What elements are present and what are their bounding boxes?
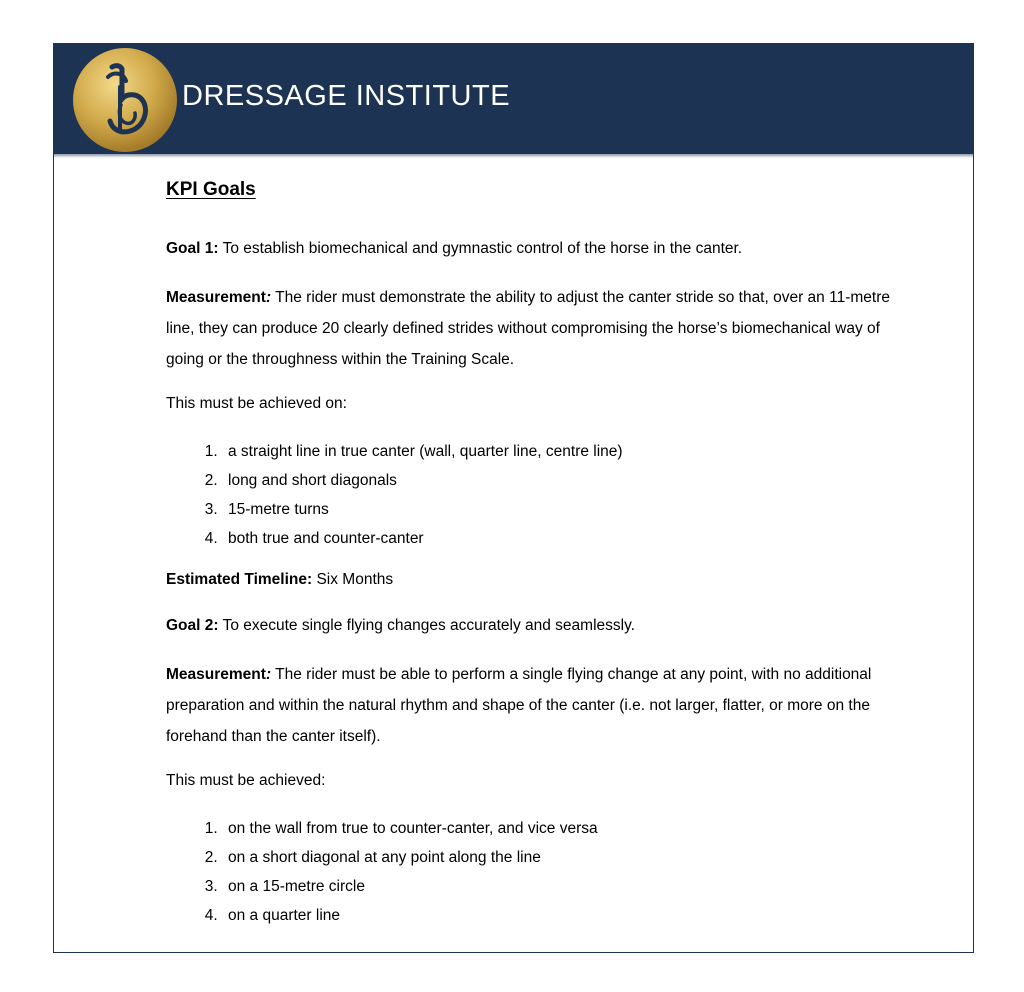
brand-name: DRESSAGE INSTITUTE [182, 80, 511, 112]
document-body [166, 178, 906, 944]
gold-circle-db-monogram-icon [72, 47, 178, 153]
timeline-value: Six Months [312, 571, 394, 588]
goal-2-measurement-text: The rider must be able to perform a single flying change at any point, with no additional preparation and within the natural rhythm and shape of the canter (i.e. not larger, flatter, or more on the forehand than the canter itself). [166, 666, 872, 745]
goal-2-measurement [166, 659, 906, 752]
page-title: KPI Goals [166, 179, 256, 200]
goal-2-text: To execute single flying changes accurately and seamlessly. [218, 617, 635, 634]
list-item: 4. both true and counter-canter [222, 524, 906, 553]
header-banner [54, 44, 973, 154]
goal-1-requirements-list [166, 437, 906, 553]
list-item: 4. on a quarter line [222, 901, 906, 930]
goal-1-measurement-text: The rider must demonstrate the ability to adjust the canter stride so that, over an 11-metre line, they can produce 20 clearly defined strides without compromising the horse’s biomechanical way of going or the throughness within the Training Scale. [166, 289, 890, 368]
goal-2-achieved-intro: This must be achieved: [166, 772, 326, 789]
goal-1-timeline [166, 567, 906, 593]
list-item: 3. on a 15-metre circle [222, 872, 906, 901]
document-page [53, 43, 974, 953]
goal-2-measurement-colon: : [265, 666, 272, 683]
goal-2-requirements-list [166, 814, 906, 930]
goal-1-measurement [166, 282, 906, 375]
list-item: 2. on a short diagonal at any point along the line [222, 843, 906, 872]
goal-1-statement [166, 236, 906, 262]
goal-1-measurement-colon: : [265, 289, 272, 306]
goal-2-measurement-label: Measurement [166, 666, 266, 683]
list-item: 1. on the wall from true to counter-canter, and vice versa [222, 814, 906, 843]
timeline-label: Estimated Timeline: [166, 571, 313, 588]
goal-1-measurement-label: Measurement [166, 289, 266, 306]
goal-2-label: Goal 2: [166, 617, 219, 634]
goal-1-text: To establish biomechanical and gymnastic control of the horse in the canter. [218, 240, 743, 257]
goal-1-achieved-intro: This must be achieved on: [166, 395, 347, 412]
list-item: 1. a straight line in true canter (wall, quarter line, centre line) [222, 437, 906, 466]
goal-2-statement [166, 613, 906, 639]
goal-1-label: Goal 1: [166, 240, 219, 257]
list-item: 2. long and short diagonals [222, 466, 906, 495]
list-item: 3. 15-metre turns [222, 495, 906, 524]
